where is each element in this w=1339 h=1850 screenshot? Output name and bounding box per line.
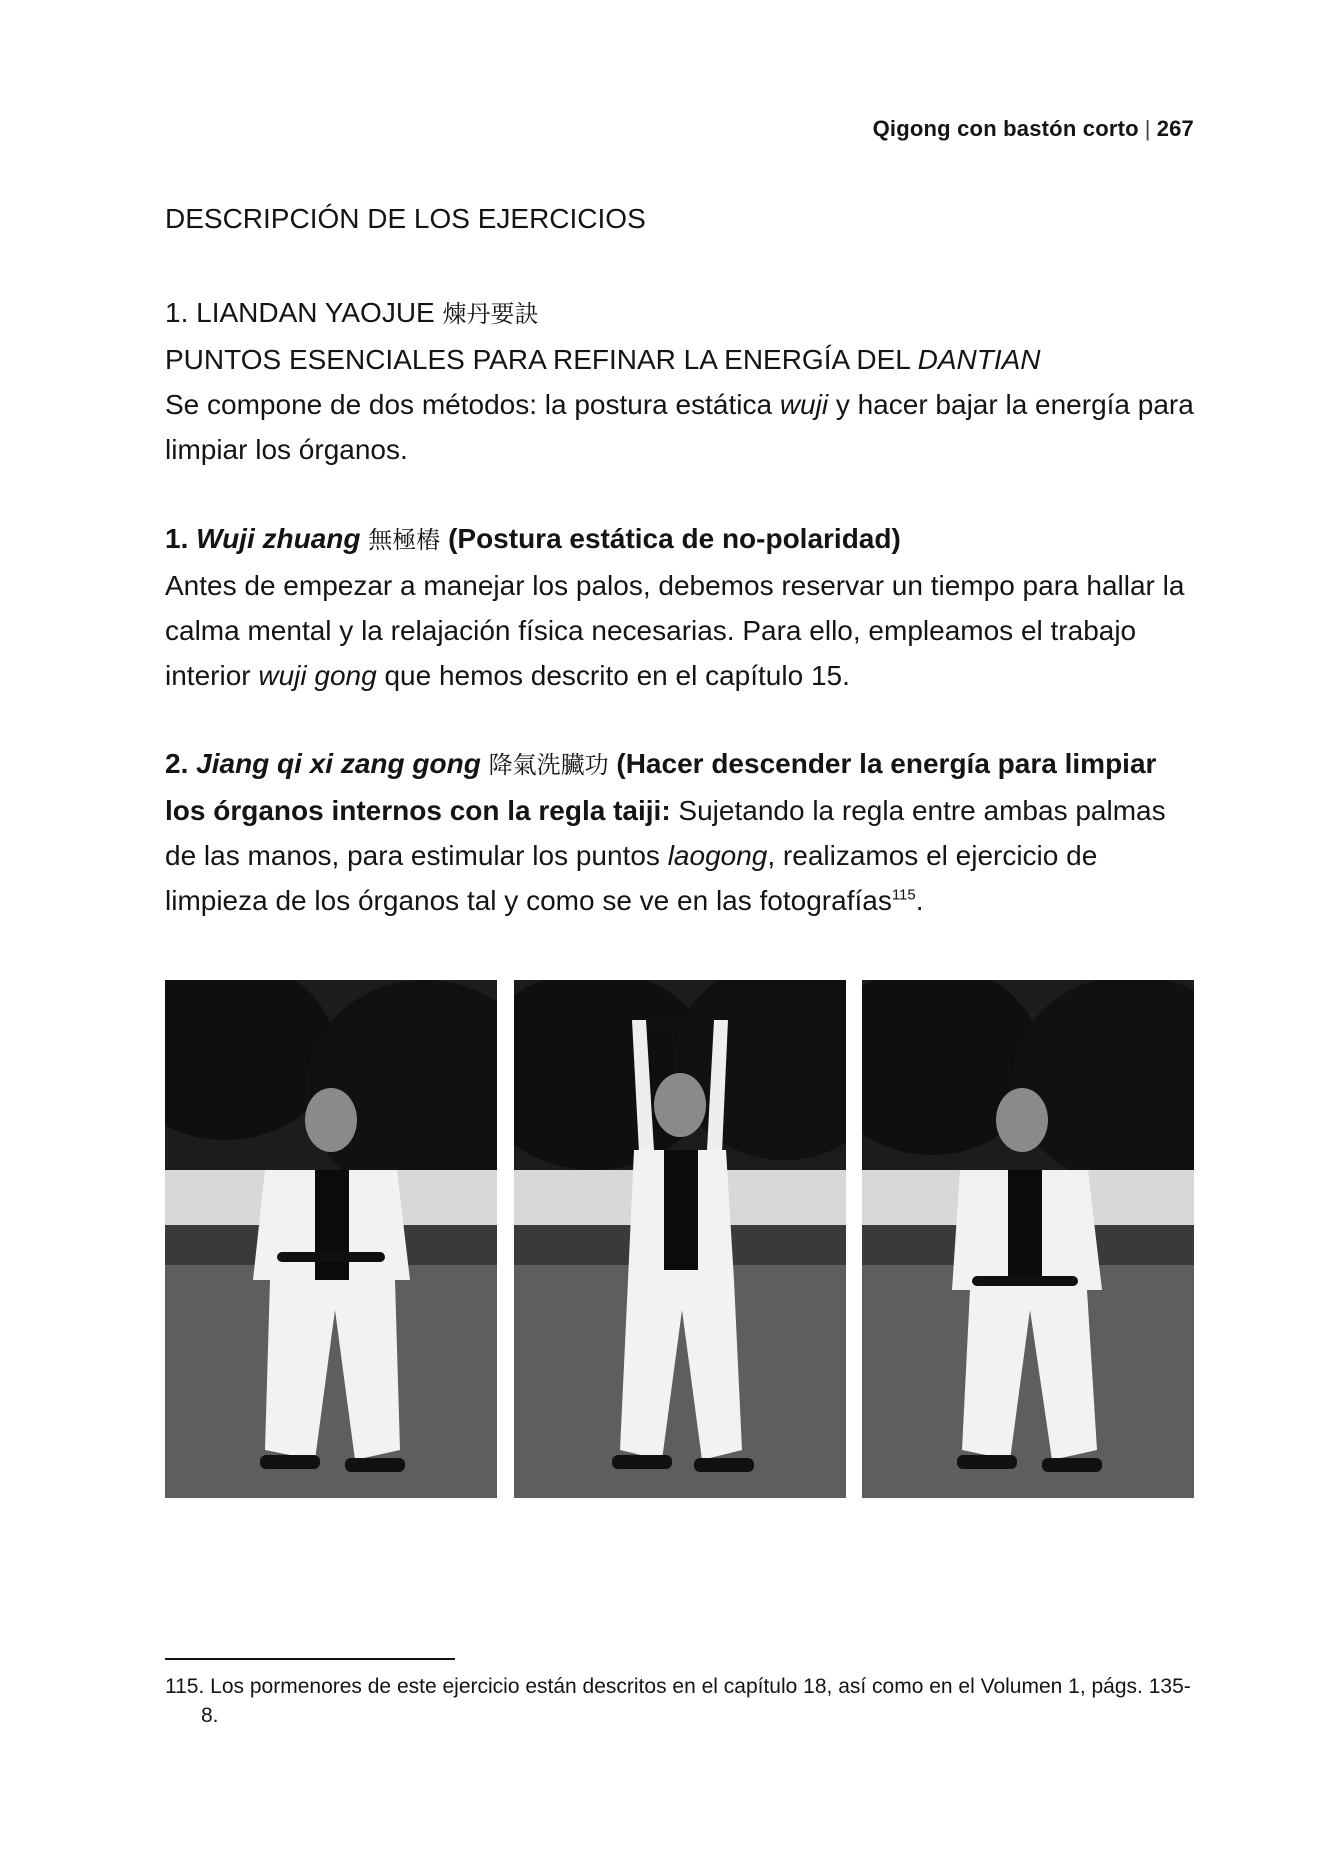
- exercise-block: [165, 290, 1195, 472]
- method2-body-a: Sujetando la regla entre ambas palmas de las manos, para estimular los puntos: [165, 795, 1166, 871]
- method1-body-italic: wuji gong: [258, 660, 377, 691]
- photo-standing-hands-low-2: [862, 980, 1194, 1498]
- method2-paragraph: [165, 741, 1195, 923]
- method2-cjk: 降氣洗臟功: [488, 751, 609, 779]
- method1-heading: [165, 516, 1195, 563]
- photo-strip: [165, 980, 1195, 1498]
- photo-2-illustration: [514, 980, 846, 1498]
- photo-arms-raised: [514, 980, 846, 1498]
- exercise-heading: [165, 290, 1195, 337]
- method1-number: 1.: [165, 523, 197, 554]
- intro-text-b: y hacer bajar la energía para limpiar los órganos.: [165, 389, 1194, 465]
- footnote: [165, 1672, 1195, 1730]
- intro-italic: wuji: [779, 389, 829, 420]
- running-header: [873, 116, 1194, 142]
- running-title: Qigong con bastón corto: [872, 116, 1139, 141]
- method2-body-end: .: [915, 885, 924, 916]
- method1-body: [165, 563, 1195, 698]
- photo-3-illustration: [862, 980, 1194, 1498]
- exercise-intro: [165, 382, 1195, 472]
- footnote-number: 115.: [165, 1675, 205, 1698]
- method2-body-b: , realizamos el ejercicio de limpieza de los órganos tal y como se ve en las fotografías: [165, 840, 1098, 916]
- footnote-divider: [165, 1658, 455, 1660]
- section-title: DESCRIPCIÓN DE LOS EJERCICIOS: [165, 203, 646, 234]
- method1-title-rest: (Postura estática de no-polaridad): [448, 523, 901, 554]
- intro-text-a: Se compone de dos métodos: la postura estática: [165, 389, 780, 420]
- method1-body-b: que hemos descrito en el capítulo 15.: [376, 660, 850, 691]
- footnote-text: Los pormenores de este ejercicio están descritos en el capítulo 18, así como en el Volumen 1, págs. 135-8.: [201, 1675, 1191, 1727]
- method1-cjk: 無極樁: [368, 526, 441, 554]
- page-number: 267: [1156, 116, 1194, 141]
- method1-title-italic: Wuji zhuang: [196, 523, 361, 554]
- photo-standing-hands-low: [165, 980, 497, 1498]
- exercise-subheading: [165, 337, 1195, 382]
- method2-body-italic: laogong: [667, 840, 768, 871]
- method2-title-italic: Jiang qi xi zang gong: [196, 748, 481, 779]
- footnote-reference[interactable]: 115: [891, 886, 916, 904]
- method2-block: [165, 741, 1195, 923]
- method1-block: [165, 516, 1195, 698]
- exercise-subheading-text: PUNTOS ESENCIALES PARA REFINAR LA ENERGÍA DEL: [165, 344, 918, 375]
- method1-body-a: Antes de empezar a manejar los palos, debemos reservar un tiempo para hallar la calma mental y la relajación física necesarias. Para ello, empleamos el trabajo interior: [165, 570, 1185, 691]
- exercise-heading-text: 1. LIANDAN YAOJUE: [165, 297, 435, 328]
- exercise-subheading-italic: DANTIAN: [917, 344, 1041, 375]
- exercise-heading-cjk: 煉丹要訣: [442, 300, 539, 328]
- header-separator: |: [1144, 116, 1151, 141]
- method2-number: 2.: [165, 748, 197, 779]
- photo-1-illustration: [165, 980, 497, 1498]
- method2-title-rest: (Hacer descender la energía para limpiar los órganos internos con la regla taiji:: [165, 748, 1157, 826]
